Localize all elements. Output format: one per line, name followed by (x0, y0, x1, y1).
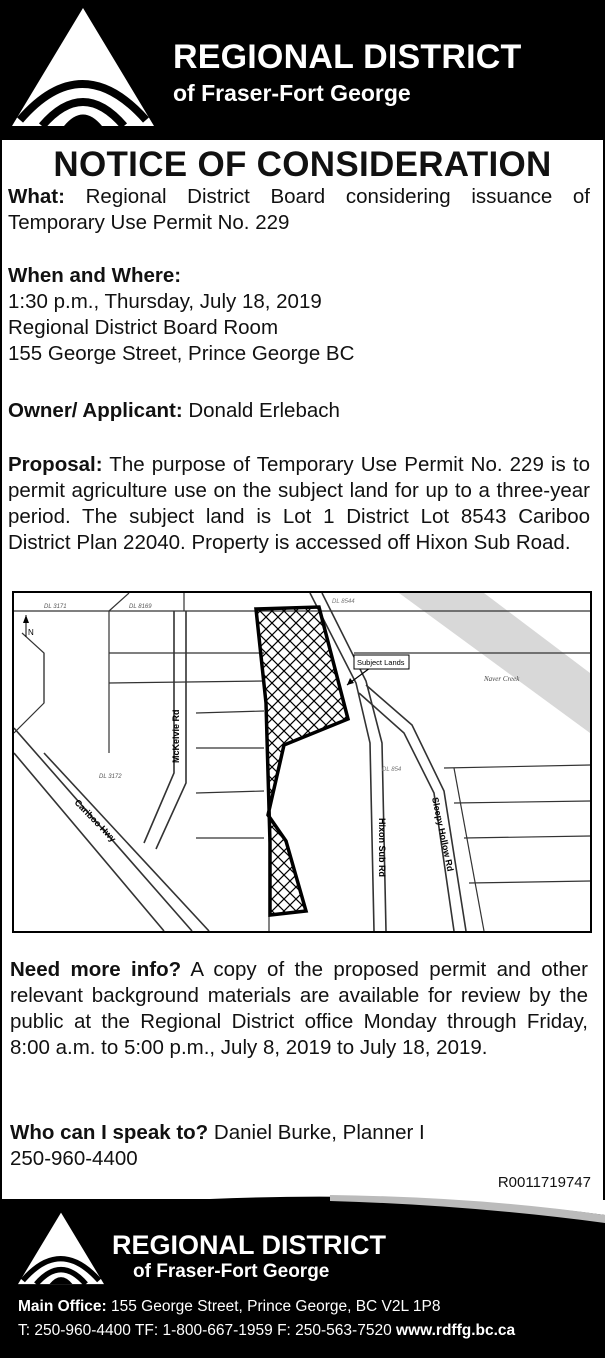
mckelvie-road-label: McKelvie Rd (171, 709, 181, 763)
owner-label: Owner/ Applicant: (8, 399, 183, 422)
info-section (10, 957, 588, 1061)
info-text: A copy of the proposed permit and other relevant background materials are available for review by the public at the Regional District office Monday through Friday, 8:00 a.m. to 5:00 p.m., July 8, 2019 to July 18, 2019. (10, 958, 588, 1059)
what-label: What: (8, 185, 65, 208)
cariboo-hwy-label: Cariboo Hwy (72, 797, 118, 844)
lot-label: DL 3172 (99, 774, 122, 780)
lot-label: DL 8169 (129, 604, 152, 610)
header-banner (0, 0, 605, 140)
location-map (12, 591, 592, 933)
callout-arrow (347, 678, 354, 685)
proposal-section (8, 452, 590, 556)
reference-number: R0011719747 (497, 1174, 591, 1191)
rdffg-logo-footer (18, 1212, 104, 1286)
contact-name: Daniel Burke, Planner I (213, 1121, 425, 1144)
what-section (8, 184, 590, 236)
org-subtitle: of Fraser-Fort George (173, 80, 411, 106)
north-label: N (28, 628, 34, 637)
proposal-text: The purpose of Temporary Use Permit No. 229 is to permit agriculture use on the subject land for up to a three-year period. The subject land is Lot 1 District Lot 8543 Cariboo District Plan 22040. Property is accessed off Hixon Sub Road. (8, 453, 590, 554)
lot-label: DL 8544 (332, 599, 355, 605)
footer-phones (18, 1322, 515, 1340)
proposal-label: Proposal: (8, 453, 103, 476)
office-label: Main Office: (18, 1298, 107, 1315)
footer-office (18, 1298, 440, 1316)
office-address: 155 George Street, Prince George, BC V2L 1P8 (111, 1298, 441, 1315)
phone-numbers: T: 250-960-4400 TF: 1-800-667-1959 F: 250-563-7520 (18, 1322, 392, 1339)
when-label: When and Where: (8, 264, 182, 287)
website-link[interactable]: www.rdffg.bc.ca (396, 1322, 516, 1339)
sleepy-hollow-road-label: Sleepy Hollow Rd (430, 796, 456, 873)
info-label: Need more info? (10, 958, 182, 981)
map-drawing (14, 593, 590, 931)
lot-label: DL 3171 (44, 604, 67, 610)
subject-parcel (256, 607, 348, 915)
contact-section (10, 1120, 588, 1172)
where-line: Regional District Board Room (8, 316, 279, 339)
subject-lands-label: Subject Lands (357, 658, 405, 667)
when-section (8, 263, 590, 367)
creek-band (399, 593, 590, 733)
lot-label: DL 854 (382, 767, 402, 773)
north-arrow-icon (23, 615, 34, 637)
what-text: Regional District Board considering issuance of Temporary Use Permit No. 229 (8, 185, 590, 234)
address-line: 155 George Street, Prince George BC (8, 342, 355, 365)
creek-label: Naver Creek (484, 675, 520, 683)
rdffg-logo (12, 8, 154, 128)
org-name: REGIONAL DISTRICT (173, 38, 522, 76)
owner-section (8, 398, 590, 424)
when-line: 1:30 p.m., Thursday, July 18, 2019 (8, 290, 322, 313)
hixon-road-label: Hixon Sub Rd (377, 818, 387, 877)
footer-org-subtitle: of Fraser-Fort George (133, 1261, 330, 1282)
owner-text: Donald Erlebach (188, 399, 340, 422)
contact-label: Who can I speak to? (10, 1121, 209, 1144)
contact-phone: 250-960-4400 (10, 1147, 138, 1170)
notice-title: NOTICE OF CONSIDERATION (53, 145, 552, 184)
footer-banner (0, 1185, 605, 1358)
footer-org-name: REGIONAL DISTRICT (112, 1230, 387, 1260)
